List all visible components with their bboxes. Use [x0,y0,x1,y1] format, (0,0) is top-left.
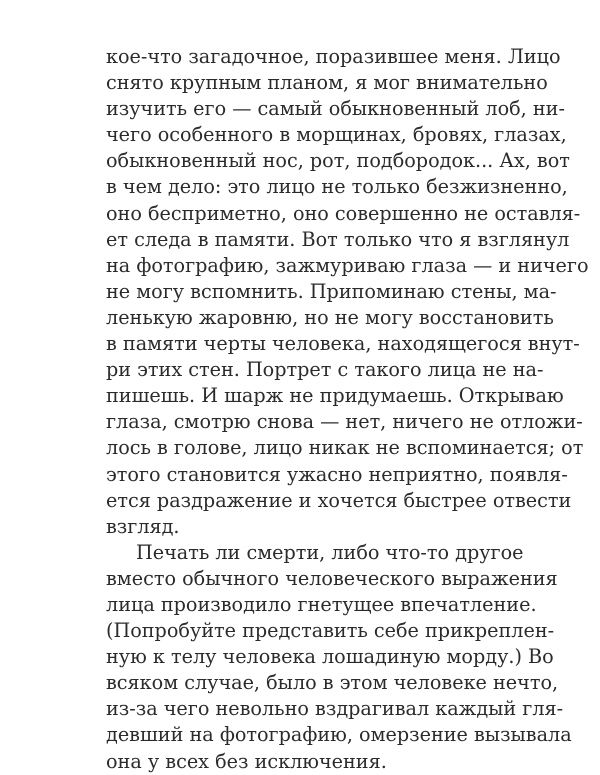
text-line: на фотографию, зажмуриваю глаза — и ничего [106,253,589,277]
text-line: обыкновенный нос, рот, подбородок... Ах, вот [106,149,570,173]
text-line: ри этих стен. Портрет с такого лица не на- [106,358,544,382]
text-line: (Попробуйте представить себе прикреплен- [106,619,555,643]
text-line: в чем дело: это лицо не только безжизненно, [106,175,568,199]
text-line: этого становится ужасно неприятно, появля- [106,462,568,486]
text-line: в памяти черты человека, находящегося внут- [106,332,580,356]
paragraph-end-line: она у всех без исключения. [106,749,387,773]
text-line: из-за чего невольно вздрагивал каждый гля- [106,697,564,721]
text-line: ет следа в памяти. Вот только что я взглянул [106,227,570,251]
text-line: вместо обычного человеческого выражения [106,566,558,590]
text-line: ленькую жаровню, но не могу восстановить [106,305,554,329]
text-line: ную к телу человека лошадиную морду.) Во [106,645,554,669]
text-line: глаза, смотрю снова — нет, ничего не отложи- [106,410,583,434]
text-line: оно бесприметно, оно совершенно не оставля- [106,201,581,225]
text-line: ется раздражение и хочется быстрее отвести [106,488,572,512]
paragraph-end-line: взгляд. [106,514,180,538]
paragraph-first-line: Печать ли смерти, либо что-то другое [136,540,524,564]
text-line: девший на фотографию, омерзение вызывала [106,723,572,747]
text-line: не могу вспомнить. Припоминаю стены, ма- [106,279,557,303]
text-line: всяком случае, было в этом человеке нечто, [106,671,559,695]
text-line: лица производило гнетущее впечатление. [106,592,537,616]
text-line: пишешь. И шарж не придумаешь. Открываю [106,384,564,408]
text-line: лось в голове, лицо никак не вспоминается; от [106,436,584,460]
text-line: изучить его — самый обыкновенный лоб, ни- [106,97,565,121]
text-line: чего особенного в морщинах, бровях, глазах, [106,123,567,147]
text-line: кое-что загадочное, поразившее меня. Лицо [106,45,561,68]
text-line: снято крупным планом, я мог внимательно [106,71,548,95]
page-body-text [106,44,589,775]
